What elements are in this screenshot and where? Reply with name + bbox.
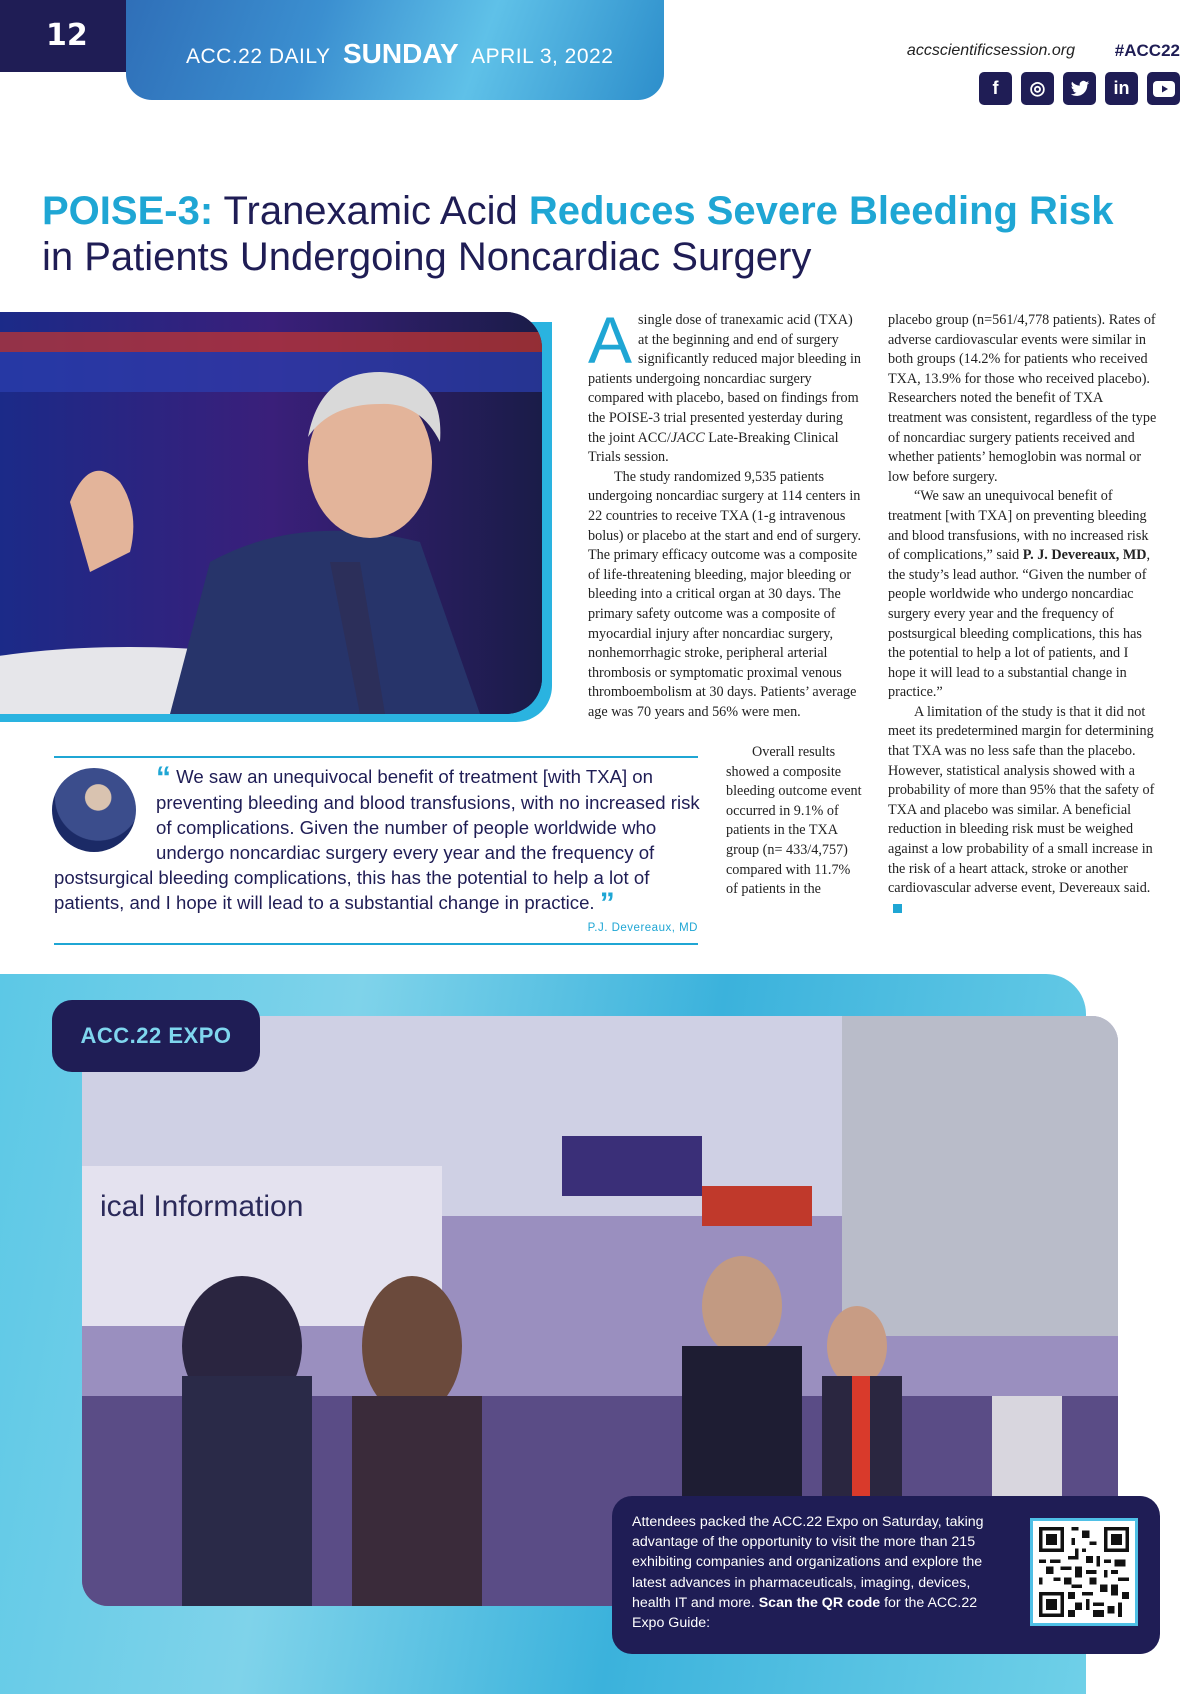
- open-quote-icon: “: [156, 761, 171, 794]
- end-mark: [893, 904, 902, 913]
- article-paragraph-5: “We saw an unequivocal benefit of treatment [with TXA] on preventing bleeding and blood transfusions, with no increased risk of complications,” said P. J. Devereaux, MD, the study’s lead author. “Given the number of people worldwide who undergo noncardiac surgery every year and the frequency of postsurgical bleeding complications, this has the potential to help a lot of patients, and I hope it will lead to a substantial change in practice.”: [888, 488, 1151, 701]
- article-headline: [42, 188, 1162, 280]
- publication-date: APRIL 3, 2022: [471, 45, 614, 68]
- pull-quote-top-rule: [54, 756, 698, 758]
- article-paragraph-3: Overall results showed a composite bleeding outcome event occurred in 9.1% of patients in the TXA group (n= 433/4,757) compared with 11.7% of patients in the: [726, 744, 862, 898]
- article-paragraph-6: A limitation of the study is that it did not meet its predetermined margin for determining that TXA was no less safe than the placebo. However, statistical analysis showed with a probability of more than 95% that the safety of TXA and placebo was similar. A beneficial reduction in bleeding risk must be weighed against a low probability of a small increase in the risk of a heart attack, stroke or another cardiovascular adverse event, Devereaux said.: [888, 703, 1158, 919]
- instagram-icon[interactable]: ◎: [1021, 72, 1054, 105]
- youtube-icon[interactable]: [1147, 72, 1180, 105]
- hashtag: #ACC22: [1114, 41, 1180, 60]
- author-name: P. J. Devereaux, MD: [1022, 547, 1147, 564]
- drop-cap: A: [588, 303, 633, 377]
- website-link[interactable]: accscientificsession.org: [906, 42, 1075, 59]
- publication-day: SUNDAY: [342, 38, 459, 69]
- speaker-photo: [0, 312, 542, 714]
- qr-code[interactable]: [1030, 1518, 1138, 1626]
- headline-text-1: Tranexamic Acid: [213, 189, 529, 233]
- pull-quote-attribution: P.J. Devereaux, MD: [587, 922, 698, 934]
- headline-trial-name: POISE-3:: [42, 189, 214, 233]
- publication-info: [186, 38, 613, 70]
- page-number: 12: [0, 0, 130, 72]
- pull-quote: [54, 761, 702, 920]
- publication-name: ACC.22 DAILY: [186, 45, 331, 68]
- article-paragraph-4: placebo group (n=561/4,778 patients). Rates of adverse cardiovascular events were similar in both groups (14.2% for patients who received TXA, 13.9% for those who received placebo). Researchers noted the benefit of TXA treatment was consistent, regardless of the type of noncardiac surgery patients received and whether patients’ hemoglobin was normal or low before surgery.: [888, 312, 1157, 485]
- expo-section-tag: ACC.22 EXPO: [52, 1000, 260, 1072]
- social-links: [979, 72, 1180, 105]
- headline-highlight: Reduces Severe Bleeding Risk: [528, 189, 1114, 233]
- article-column-1: [588, 303, 863, 722]
- pull-quote-text: We saw an unequivocal benefit of treatment [with TXA] on preventing bleeding and blood transfusions, with no increased risk of complications. Given the number of people worldwide who undergo noncardiac surgery every year and the frequency of postsurgical bleeding complications, this has the potential to help a lot of patients, and I hope it will lead to a substantial change in practice.: [54, 766, 700, 913]
- close-quote-icon: ”: [599, 887, 615, 920]
- qr-call-to-action: Scan the QR code: [758, 1594, 881, 1611]
- expo-caption: Attendees packed the ACC.22 Expo on Saturday, taking advantage of the opportunity to visit the more than 215 exhibiting companies and organizations and explore the latest advances in pharmaceuticals, imaging, devices, health IT and more. Scan the QR code for the ACC.22 Expo Guide:: [632, 1514, 984, 1632]
- pull-quote-bottom-rule: [54, 943, 698, 945]
- article-column-1-continued: [726, 743, 862, 900]
- article-column-2: [888, 311, 1158, 918]
- linkedin-icon[interactable]: in: [1105, 72, 1138, 105]
- headline-text-2: in Patients Undergoing Noncardiac Surgery: [42, 235, 812, 279]
- article-paragraph-2: The study randomized 9,535 patients undergoing noncardiac surgery at 114 centers in 22 countries to receive TXA (1-g intravenous bolus) or placebo at the start and end of surgery. The primary efficacy outcome was a composite of life-threatening bleeding, major bleeding or bleeding into a critical organ at 30 days. The primary safety outcome was a composite of myocardial injury after noncardiac surgery, nonhemorrhagic stroke, peripheral arterial thrombosis or symptomatic proximal venous thromboembolism at 30 days. Patients’ average age was 70 years and 56% were men.: [588, 468, 862, 720]
- facebook-icon[interactable]: f: [979, 72, 1012, 105]
- expo-sign-text: ical Information: [100, 1190, 304, 1223]
- article-paragraph-1: Asingle dose of tranexamic acid (TXA) at the beginning and end of surgery significantly reduced major bleeding in patients undergoing noncardiac surgery compared with placebo, based on findings from the POISE-3 trial presented yesterday during the joint ACC/JACC Late-Breaking Clinical Trials session.: [588, 303, 862, 466]
- twitter-icon[interactable]: [1063, 72, 1096, 105]
